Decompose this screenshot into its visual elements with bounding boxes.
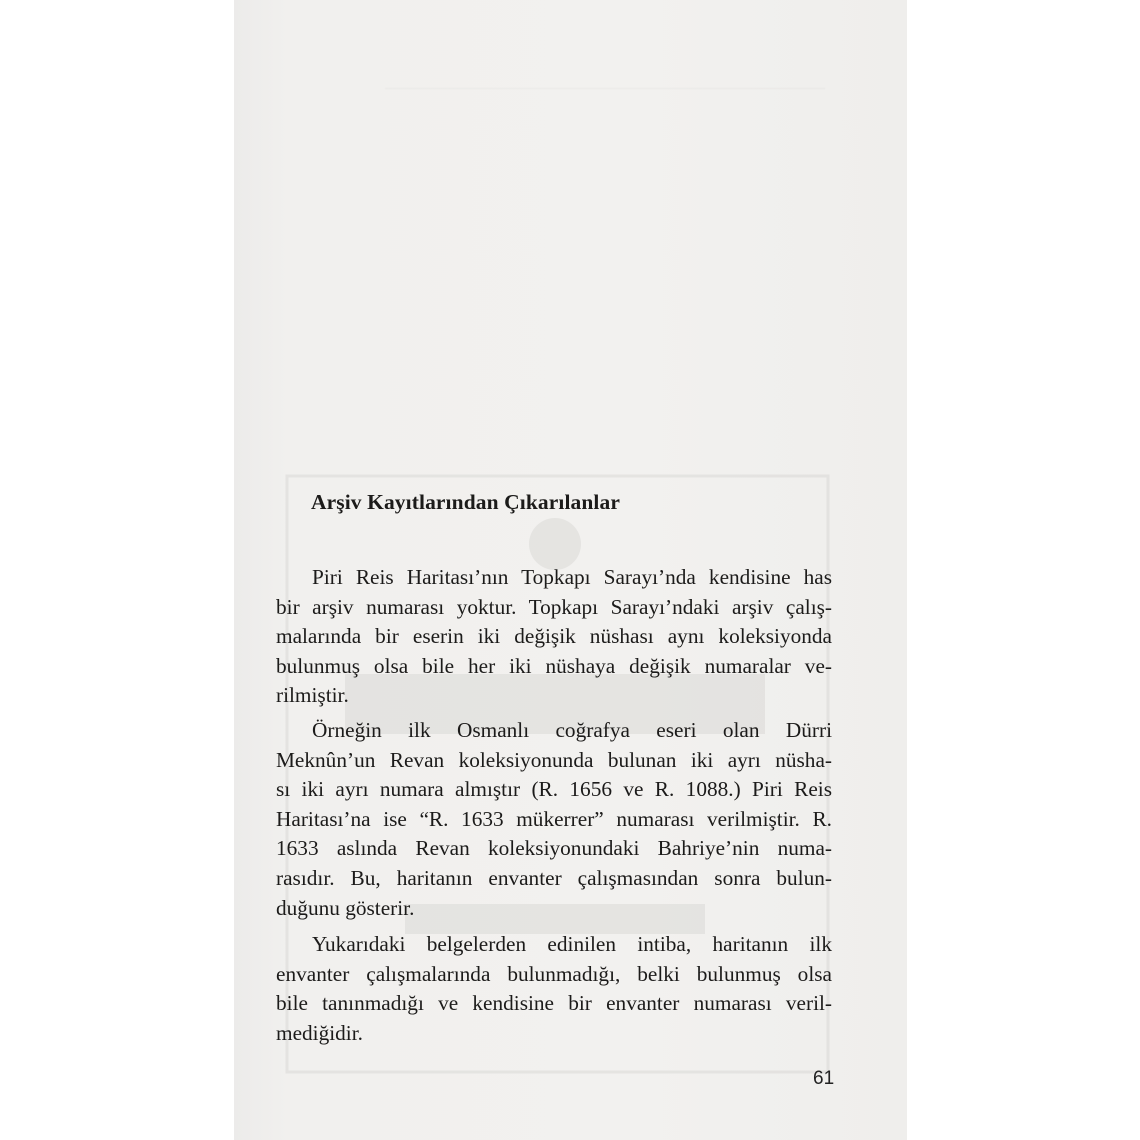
text-line: malarında bir eserin iki değişik nüshası aynı koleksiyonda [276, 624, 832, 649]
text-line: bile tanınmadığı ve kendisine bir envanter numarası veril- [276, 991, 832, 1016]
paragraph-2 [276, 716, 832, 923]
text-line: envanter çalışmalarında bulunmadığı, belki bulunmuş olsa [276, 961, 832, 986]
text-line: Haritası’na ise “R. 1633 mükerrer” numarası verilmiştir. R. [276, 806, 832, 831]
section-heading: Arşiv Kayıtlarından Çıkarılanlar [311, 490, 620, 514]
text-line: sı iki ayrı numara almıştır (R. 1656 ve R. 1088.) Piri Reis [276, 777, 832, 802]
text-line: bulunmuş olsa bile her iki nüshaya değişik numaralar ve- [276, 653, 832, 678]
text-line: Yukarıdaki belgelerden edinilen intiba, haritanın ilk [312, 932, 832, 956]
text-line: Meknûn’un Revan koleksiyonunda bulunan iki ayrı nüsha- [276, 747, 832, 772]
text-line: rasıdır. Bu, haritanın envanter çalışmasından sonra bulun- [276, 865, 832, 890]
text-line: Örneğin ilk Osmanlı coğrafya eseri olan Dürri [312, 718, 832, 742]
page-number: 61 [813, 1068, 835, 1089]
paragraph-3 [276, 930, 832, 1048]
paragraph-1 [276, 563, 832, 711]
text-line: Piri Reis Haritası’nın Topkapı Sarayı’nda kendisine has [312, 565, 832, 589]
bleed-through-text [280, 84, 828, 160]
text-line: 1633 aslında Revan koleksiyonundaki Bahriye’nin numa- [276, 836, 832, 861]
text-line: bir arşiv numarası yoktur. Topkapı Sarayı’ndaki arşiv çalış- [276, 594, 832, 619]
text-line: mediğidir. [276, 1020, 363, 1045]
text-line: rilmiştir. [276, 683, 349, 708]
text-line: duğunu gösterir. [276, 895, 415, 920]
